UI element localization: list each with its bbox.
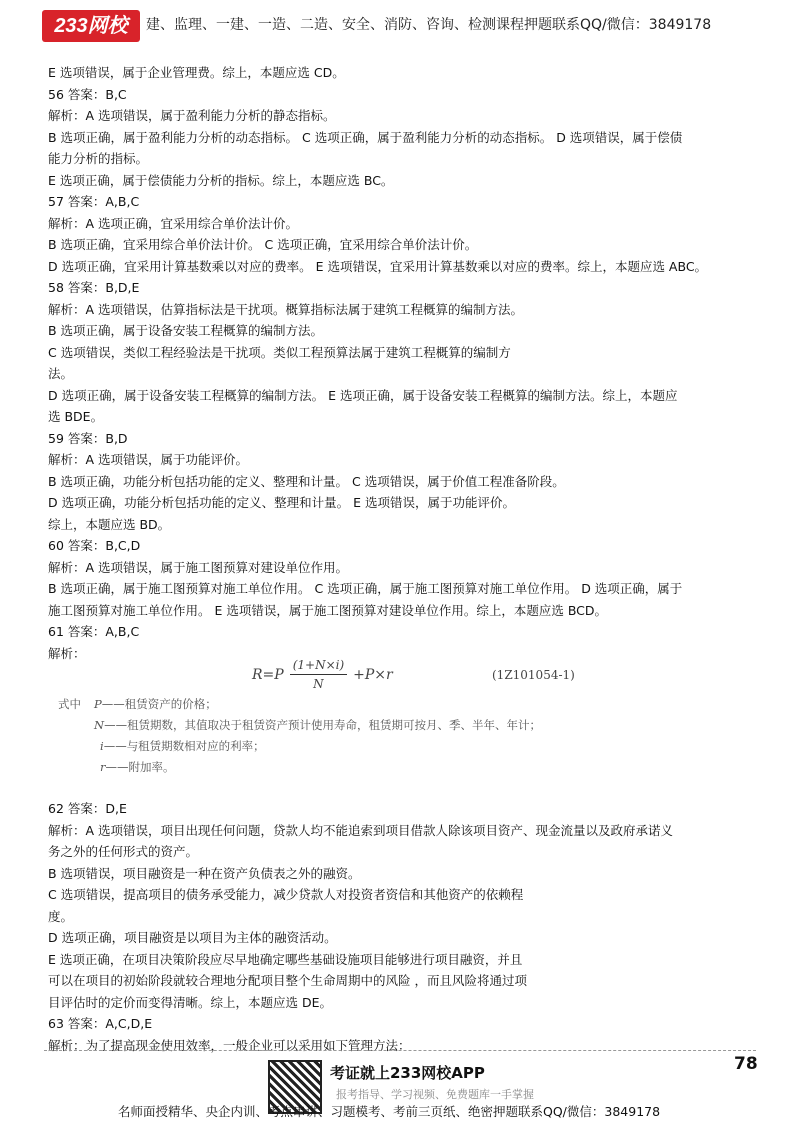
footer-divider xyxy=(44,1050,756,1051)
text-line: E 选项正确，在项目决策阶段应尽早地确定哪些基础设施项目能够进行项目融资，并且 xyxy=(48,951,523,967)
text-line: 目评估时的定价而变得清晰。综上，本题应选 DE。 xyxy=(48,994,332,1010)
formula-rhs: +P×r xyxy=(353,666,393,683)
answer-content xyxy=(48,62,758,664)
footer-app-subtitle: 报考指导、学习视频、免费题库一手掌握 xyxy=(336,1088,534,1101)
formula-figure xyxy=(52,650,742,780)
text-line: 务之外的任何形式的资产。 xyxy=(48,844,199,859)
text-line: 解析：A 选项错误，估算指标法是干扰项。概算指标法属于建筑工程概算的编制方法。 xyxy=(48,301,524,317)
text-line: 能力分析的指标。 xyxy=(48,151,149,166)
page-number: 78 xyxy=(734,1054,758,1074)
brand-logo: 233网校 xyxy=(42,10,140,42)
text-line: 解析：A 选项错误，属于盈利能力分析的静态指标。 xyxy=(48,108,336,123)
text-line: C 选项错误，提高项目的债务承受能力，减少贷款人对投资者资信和其他资产的依赖程 xyxy=(48,887,524,902)
text-line: 解析：为了提高现金使用效率，一般企业可以采用如下管理方法： xyxy=(48,1037,411,1053)
footer-app-title: 考证就上233网校APP xyxy=(330,1064,485,1082)
text-line: 61 答案：A,B,C xyxy=(48,624,140,639)
text-line: D 选项正确，宜采用计算基数乘以对应的费率。 E 选项错误，宜采用计算基数乘以对应的费率。综上，本题应选 ABC。 xyxy=(48,258,708,274)
text-line: E 选项正确，属于偿债能力分析的指标。综上，本题应选 BC。 xyxy=(48,172,394,188)
text-line: 60 答案：B,C,D xyxy=(48,538,141,553)
formula-code: (1Z101054-1) xyxy=(492,668,575,682)
text-line: 解析：A 选项错误，项目出现任何问题，贷款人均不能追索到项目借款人除该项目资产、现金流量以及政府承诺义 xyxy=(48,822,674,838)
footer-contact-text: 名师面授精华、央企内训、考点串讲、习题模考、考前三页纸、绝密押题联系QQ/微信：3849178 xyxy=(118,1104,661,1119)
formula-lhs: R=P xyxy=(252,666,284,683)
text-line: 综上，本题应选 BD。 xyxy=(48,516,171,532)
formula-denominator: N xyxy=(313,677,324,691)
text-line: 解析：A 选项错误，属于施工图预算对建设单位作用。 xyxy=(48,559,349,575)
definition-item: i——与租赁期数相对应的利率； xyxy=(100,739,265,753)
text-line: B 选项正确，属于施工图预算对施工单位作用。 C 选项正确，属于施工图预算对施工单位作用。 D 选项正确，属于 xyxy=(48,581,683,596)
formula-numerator: (1+N×i) xyxy=(290,658,347,675)
text-line: 62 答案：D,E xyxy=(48,801,127,816)
lease-formula xyxy=(252,658,393,691)
text-line: 施工图预算对施工单位作用。 E 选项错误，属于施工图预算对建设单位作用。综上，本题应选 BCD。 xyxy=(48,602,608,618)
text-line: 59 答案：B,D xyxy=(48,430,128,446)
text-line: 解析：A 选项错误，属于功能评价。 xyxy=(48,452,249,467)
text-line: 57 答案：A,B,C xyxy=(48,194,140,209)
text-line: 58 答案：B,D,E xyxy=(48,280,140,295)
page-header xyxy=(0,0,800,50)
formula-fraction xyxy=(290,658,347,691)
text-line: C 选项错误，类似工程经验法是干扰项。类似工程预算法属于建筑工程概算的编制方 xyxy=(48,344,511,360)
answer-content-continued xyxy=(48,798,758,1056)
text-line: 56 答案：B,C xyxy=(48,86,127,102)
definition-item: N——租赁期数，其值取决于租赁资产预计使用寿命，租赁期可按月、季、半年、年计； xyxy=(94,718,542,732)
text-line: B 选项正确，属于盈利能力分析的动态指标。 C 选项正确，属于盈利能力分析的动态指标。 D 选项错误，属于偿债 xyxy=(48,129,683,145)
text-line: 可以在项目的初始阶段就较合理地分配项目整个生命周期中的风险 ，而且风险将通过项 xyxy=(48,973,527,988)
text-line: B 选项正确，属于设备安装工程概算的编制方法。 xyxy=(48,323,324,338)
definition-item: r——附加率。 xyxy=(100,760,175,774)
text-line: 63 答案：A,C,D,E xyxy=(48,1016,153,1031)
definition-item: P——租赁资产的价格； xyxy=(94,697,217,711)
text-line: B 选项正确，宜采用综合单价法计价。 C 选项正确，宜采用综合单价法计价。 xyxy=(48,237,478,252)
text-line: D 选项正确，功能分析包括功能的定义、整理和计量。 E 选项错误，属于功能评价。 xyxy=(48,495,515,510)
text-line: E 选项错误，属于企业管理费。综上，本题应选 CD。 xyxy=(48,65,345,80)
definition-prefix: 式中 xyxy=(58,697,81,711)
text-line: 解析：A 选项正确，宜采用综合单价法计价。 xyxy=(48,215,299,231)
text-line: 度。 xyxy=(48,908,74,924)
text-line: B 选项正确，功能分析包括功能的定义、整理和计量。 C 选项错误，属于价值工程准备阶段。 xyxy=(48,473,565,489)
text-line: D 选项正确，属于设备安装工程概算的编制方法。 E 选项正确，属于设备安装工程概算的编制方法。综上，本题应 xyxy=(48,387,678,403)
text-line: 法。 xyxy=(48,366,74,381)
text-line: 选 BDE。 xyxy=(48,409,104,424)
header-contact-text: 建、监理、一建、一造、二造、安全、消防、咨询、检测课程押题联系QQ/微信：3849178 xyxy=(146,17,712,33)
text-line: B 选项错误，项目融资是一种在资产负债表之外的融资。 xyxy=(48,865,361,881)
text-line: D 选项正确，项目融资是以项目为主体的融资活动。 xyxy=(48,930,337,945)
text-line: 解析： xyxy=(48,645,86,661)
